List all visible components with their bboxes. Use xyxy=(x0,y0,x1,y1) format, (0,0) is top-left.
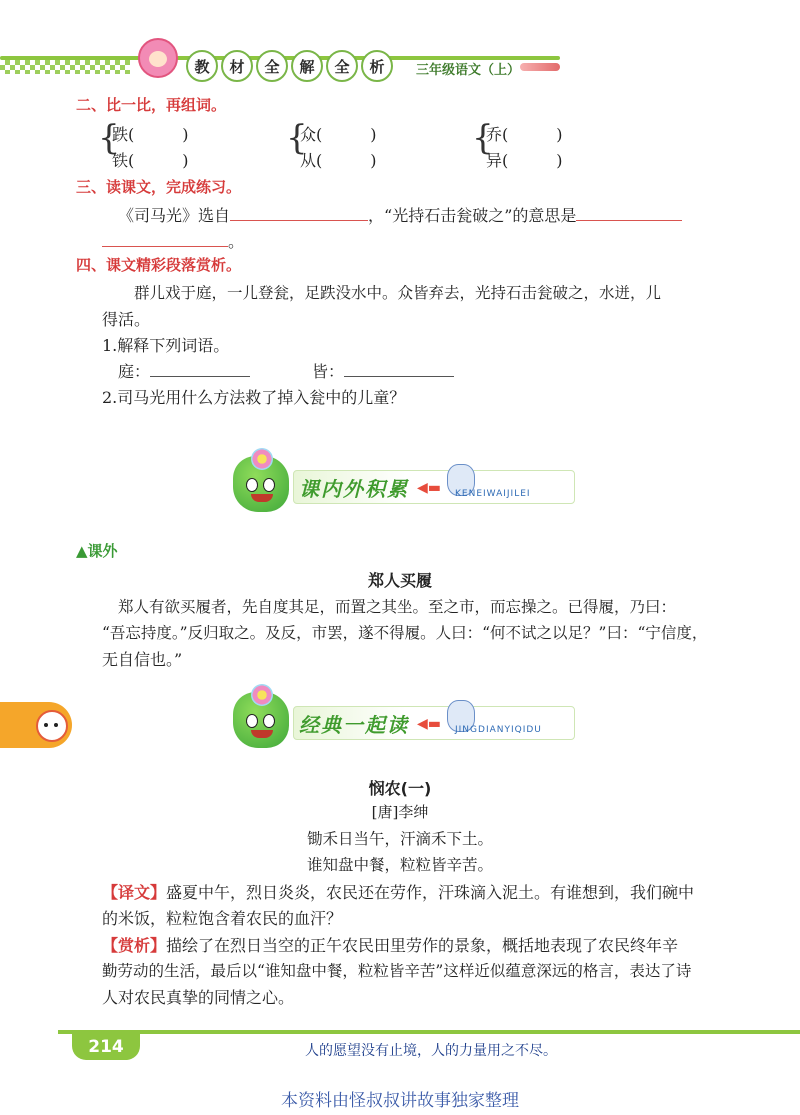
logo-char: 材 xyxy=(221,50,253,82)
poem-line: 谁知盘中餐，粒粒皆辛苦。 xyxy=(306,856,493,874)
brace-icon: { xyxy=(472,118,494,158)
question-2: 2.司马光用什么方法救了掉入瓮中的儿童？ xyxy=(102,388,406,407)
reading-line xyxy=(118,203,682,226)
mascot-face-icon xyxy=(36,710,68,742)
flower-icon xyxy=(251,448,273,470)
analysis-label: 【赏析】 xyxy=(102,936,167,955)
header-checker-decoration xyxy=(0,60,130,74)
pencil-icon xyxy=(520,63,560,71)
banner-pinyin: JINGDIANYIQIDU xyxy=(455,725,542,735)
reading-text: ，“光持石击瓮破之”的意思是 xyxy=(368,206,577,225)
answer-blank[interactable] xyxy=(576,206,682,221)
poem-title: 悯农(一) xyxy=(368,779,432,798)
answer-blank[interactable] xyxy=(150,362,250,377)
translation-line: 的米饭，粒粒饱含着农民的血汗？ xyxy=(102,909,343,928)
brace-icon: { xyxy=(98,118,120,158)
answer-blank[interactable] xyxy=(344,362,454,377)
story-title: 郑人买履 xyxy=(367,571,432,590)
translation-line: 【译文】盛夏中午，烈日炎炎，农民还在劳作，汗珠滴入泥土。有谁想到，我们碗中 xyxy=(102,883,695,902)
arrow-icon: ◀▬ xyxy=(417,716,441,732)
compare-item: 铁( ) xyxy=(112,151,189,170)
passage-line: 群儿戏于庭，一儿登瓮，足跌没水中。众皆弃去，光持石击瓮破之，水迸，儿 xyxy=(134,284,662,302)
logo-char: 析 xyxy=(361,50,393,82)
word-definition xyxy=(312,359,454,382)
compare-item: 跌( ) xyxy=(112,125,189,144)
word-label: 皆： xyxy=(312,362,345,381)
triangle-icon: ▲ xyxy=(76,542,88,560)
poem-line: 锄禾日当午，汗滴禾下土。 xyxy=(306,830,493,848)
compare-item: 从( ) xyxy=(300,151,377,170)
compare-item: 众( ) xyxy=(300,125,377,144)
mascot-girl-icon xyxy=(138,38,178,78)
word-label: 庭： xyxy=(118,362,151,381)
compare-item: 异( ) xyxy=(486,151,563,170)
story-line: “吾忘持度。”反归取之。及反，市罢，遂不得履。人曰：“何不试之以足？”曰：“宁信度， xyxy=(102,624,708,642)
grade-label: 三年级语文（上） xyxy=(416,63,521,78)
banner-accumulation xyxy=(233,456,573,512)
header-logo xyxy=(186,50,393,82)
flower-icon xyxy=(251,684,273,706)
side-tab xyxy=(0,702,72,748)
footer-credit: 本资料由怪叔叔讲故事独家整理 xyxy=(281,1091,519,1111)
passage-line: 得活。 xyxy=(102,310,151,329)
analysis-line: 【赏析】描绘了在烈日当空的正午农民田里劳作的景象，概括地表现了农民终年辛 xyxy=(102,936,679,955)
extracurricular-label: ▲课外 xyxy=(76,542,118,560)
compare-item: 乔( ) xyxy=(486,125,563,144)
footer-motto: 人的愿望没有止境，人的力量用之不尽。 xyxy=(305,1043,557,1059)
reading-text: 《司马光》选自 xyxy=(118,206,231,225)
section-heading-appreciation: 四、课文精彩段落赏析。 xyxy=(76,256,242,274)
logo-char: 解 xyxy=(291,50,323,82)
answer-blank[interactable] xyxy=(102,232,228,247)
section-heading-compare: 二、比一比，再组词。 xyxy=(76,96,227,114)
arrow-icon: ◀▬ xyxy=(417,480,441,496)
page-number: 214 xyxy=(72,1034,140,1060)
reading-text: 。 xyxy=(228,232,245,251)
story-line: 郑人有欲买履者，先自度其足，而置之其坐。至之市，而忘操之。已得履，乃曰： xyxy=(118,598,677,616)
banner-title: 经典一起读 xyxy=(299,713,409,737)
banner-classic-reading xyxy=(233,692,573,748)
word-definition xyxy=(118,359,250,382)
answer-blank[interactable] xyxy=(230,206,368,221)
brace-icon: { xyxy=(286,118,308,158)
logo-char: 全 xyxy=(326,50,358,82)
reading-line xyxy=(102,229,244,252)
translation-label: 【译文】 xyxy=(102,883,167,902)
banner-pinyin: KENEIWAIJILEI xyxy=(455,489,531,499)
footer-rule xyxy=(58,1030,800,1034)
logo-char: 全 xyxy=(256,50,288,82)
banner-title: 课内外积累 xyxy=(299,477,409,501)
question-1: 1.解释下列词语。 xyxy=(102,336,230,355)
logo-char: 教 xyxy=(186,50,218,82)
section-heading-reading: 三、读课文，完成练习。 xyxy=(76,178,242,196)
analysis-line: 勤劳动的生活，最后以“谁知盘中餐，粒粒皆辛苦”这样近似蕴意深远的格言，表达了诗 xyxy=(102,962,692,980)
story-line: 无自信也。” xyxy=(102,650,183,669)
poem-author: [唐]李绅 xyxy=(371,803,429,821)
analysis-line: 人对农民真挚的同情之心。 xyxy=(102,988,295,1007)
